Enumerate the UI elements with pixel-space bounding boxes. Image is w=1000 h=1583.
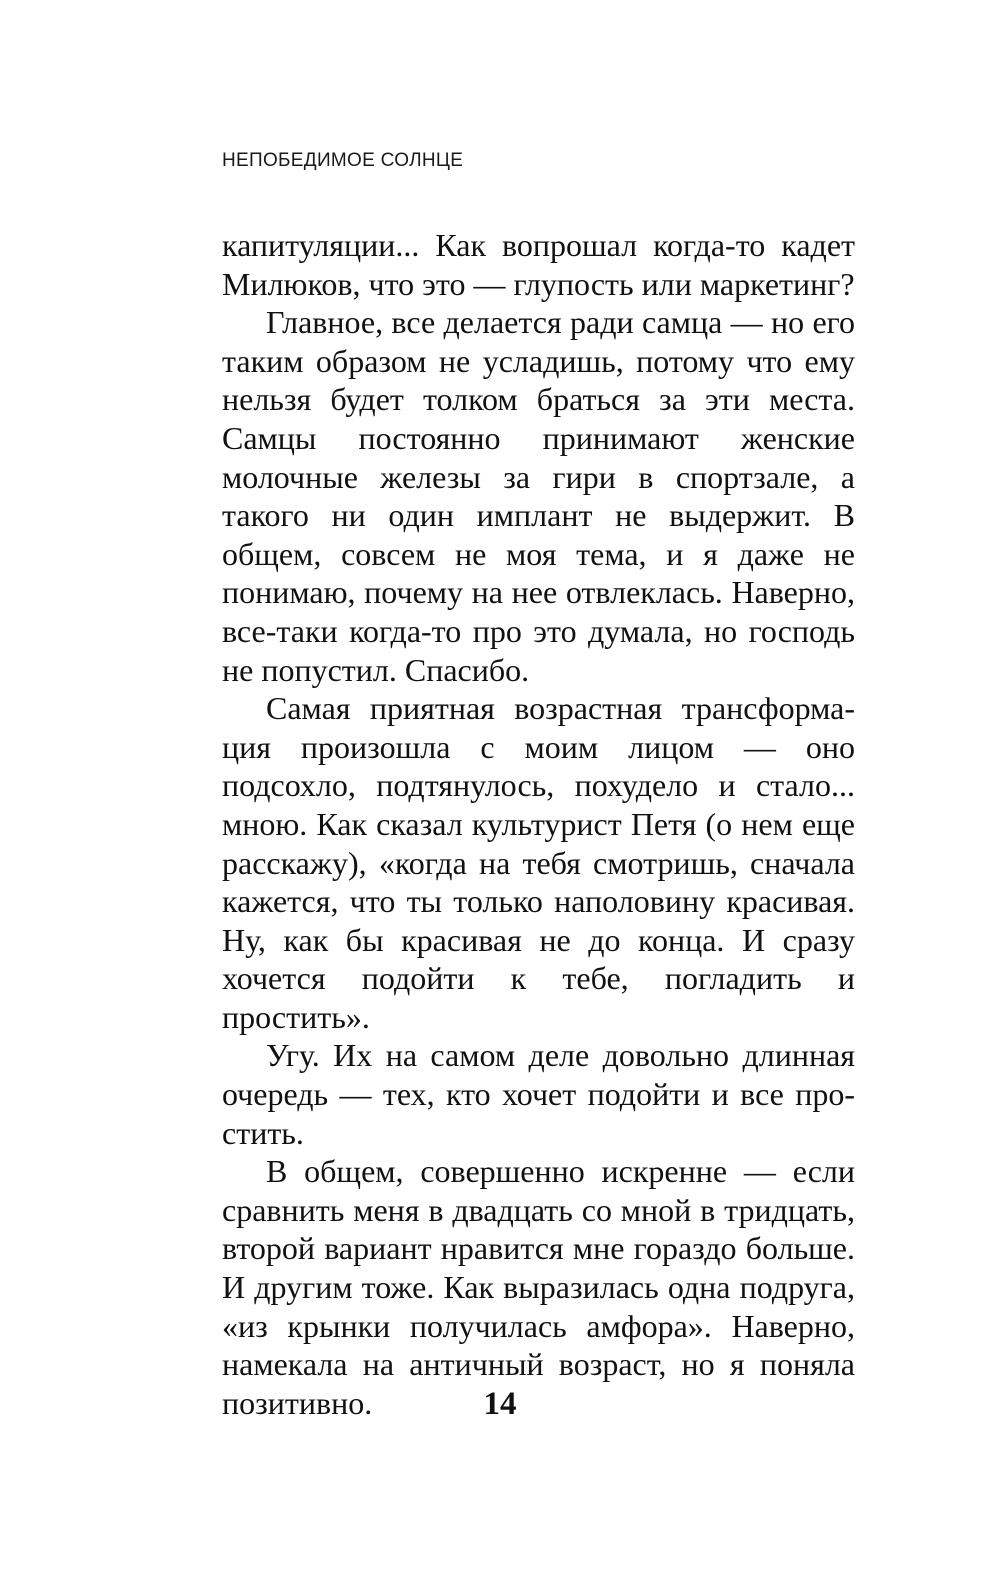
paragraph-4: Угу. Их на самом деле довольно длинная очередь — тех, кто хочет подойти и все простить. xyxy=(222,1037,855,1151)
paragraph-5: В общем, совершенно искренне — если сравнить меня в двадцать со мной в тридцать, второй вариант нравится мне гораздо больше. И другим тоже. Как выразилась одна подруга, «из крынки получилась амфора». Наверно, намекала на античный возраст, но я поняла позитивно. xyxy=(222,1153,855,1421)
paragraph-1: капитуляции... Как вопрошал когда-то кадет Милюков, что это — глупость или маркетинг? xyxy=(222,227,855,302)
running-header: НЕПОБЕДИМОЕ СОЛНЦЕ xyxy=(222,150,464,171)
paragraph-2: Главное, все делается ради самца — но его таким образом не усладишь, потому что ему нельзя будет толком браться за эти места. Самцы постоянно принимают женские молочные железы за гири в спортзале, а такого ни один имплант не выдержит. В общем, совсем не моя тема, и я даже не понимаю, почему на нее отвлеклась. Наверно, все-таки когда-то про это думала, но господь не попустил. Спасибо. xyxy=(222,304,855,688)
paragraph-3: Самая приятная возрастная трансформация произошла с моим лицом — оно подсохло, подтянулось, похудело и стало... мною. Как сказал культурист Петя (о нем еще расскажу), «когда на тебя смотришь, сначала кажется, что ты только наполовину красивая. Ну, как бы красивая не до конца. И сразу хочется подойти к тебе, погладить и простить». xyxy=(222,690,855,1035)
page-number: 14 xyxy=(483,1386,517,1422)
body-text xyxy=(222,226,855,1422)
